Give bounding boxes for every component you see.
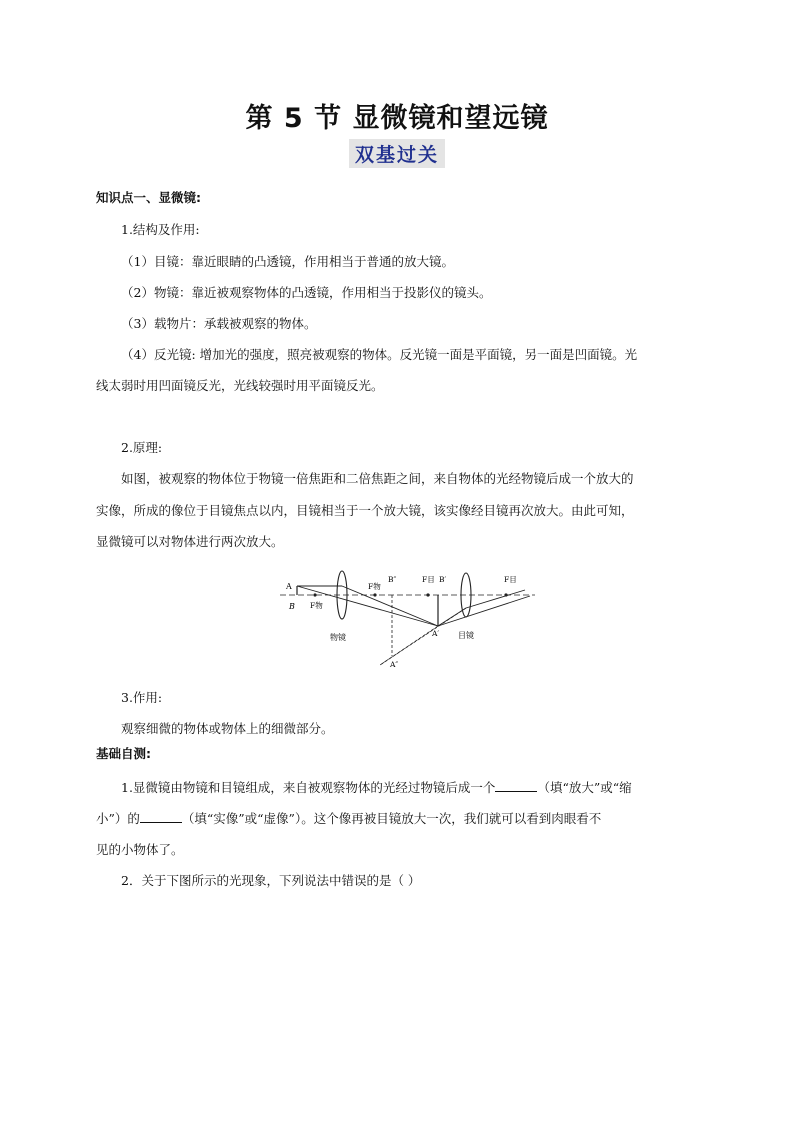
label-a: A xyxy=(286,582,292,591)
usage-heading: 3.作用: xyxy=(121,690,163,705)
label-objective: 物镜 xyxy=(330,633,346,642)
ray-exit-center xyxy=(438,596,530,626)
question-1-line-1 xyxy=(121,779,632,796)
label-eyepiece: 目镜 xyxy=(458,631,474,640)
knowledge-heading: 知识点一、显微镜: xyxy=(96,190,201,205)
label-f-obj-left: F物 xyxy=(310,601,323,610)
question-1-text-c: 小”）的 xyxy=(96,811,140,826)
answer-blank-1[interactable] xyxy=(495,779,537,792)
answer-blank-2[interactable] xyxy=(140,810,182,823)
label-f-obj-right: F物 xyxy=(368,582,381,591)
virtual-ray-1 xyxy=(380,608,466,665)
principle-heading: 2.原理: xyxy=(121,440,163,455)
structure-item-4: （4）反光镜: 增加光的强度，照亮被观察的物体。反光镜一面是平面镜，另一面是凹面镜。光 xyxy=(121,347,638,362)
subtitle-wrap xyxy=(0,139,794,168)
principle-line-3: 显微镜可以对物体进行两次放大。 xyxy=(96,534,284,549)
label-b: B xyxy=(289,602,295,611)
structure-item-2: （2）物镜：靠近被观察物体的凸透镜，作用相当于投影仪的镜头。 xyxy=(121,285,492,300)
page-title: 第 5 节 显微镜和望远镜 xyxy=(245,103,549,134)
label-b-prime: B′ xyxy=(439,575,447,584)
question-1-line-3: 见的小物体了。 xyxy=(96,842,184,857)
focus-point-obj-left xyxy=(313,593,316,596)
structure-item-3: （3）载物片：承载被观察的物体。 xyxy=(121,316,317,331)
structure-item-4-cont: 线太弱时用凹面镜反光，光线较强时用平面镜反光。 xyxy=(96,378,384,393)
label-f-eye-right: F目 xyxy=(504,575,517,584)
label-f-eye-left: F目 xyxy=(422,575,435,584)
usage-line: 观察细微的物体或物体上的细微部分。 xyxy=(121,721,334,736)
focus-point-eye-left xyxy=(426,593,429,596)
label-a-double-prime: A″ xyxy=(390,660,399,669)
structure-heading: 1.结构及作用: xyxy=(121,222,200,237)
question-1-line-2 xyxy=(96,810,601,827)
focus-point-obj-right xyxy=(373,593,376,596)
section-subtitle: 双基过关 xyxy=(349,139,445,168)
structure-item-1: （1）目镜：靠近眼睛的凸透镜，作用相当于普通的放大镜。 xyxy=(121,254,454,269)
question-1-text-b: （填“放大”或“缩 xyxy=(537,780,632,795)
microscope-optics-diagram xyxy=(280,570,540,670)
label-a-prime: A′ xyxy=(432,629,440,638)
question-1-text-a: 1.显微镜由物镜和目镜组成，来自被观察物体的光经过物镜后成一个 xyxy=(121,780,496,795)
selftest-heading: 基础自测: xyxy=(96,746,151,761)
ray-exit xyxy=(466,590,525,608)
principle-line-1: 如图，被观察的物体位于物镜一倍焦距和二倍焦距之间，来自物体的光经物镜后成一个放大的 xyxy=(121,471,634,486)
focus-point-eye-right xyxy=(504,593,507,596)
label-b-double-prime: B″ xyxy=(388,575,397,584)
principle-line-2: 实像，所成的像位于目镜焦点以内，目镜相当于一个放大镜，该实像经目镜再次放大。由此可知， xyxy=(96,503,634,518)
ray-through-focus xyxy=(342,586,438,626)
question-2: 2．关于下图所示的光现象，下列说法中错误的是（ ） xyxy=(121,873,421,888)
question-1-text-d: （填“实像”或“虚像”）。这个像再被目镜放大一次，我们就可以看到肉眼看不 xyxy=(181,811,602,826)
